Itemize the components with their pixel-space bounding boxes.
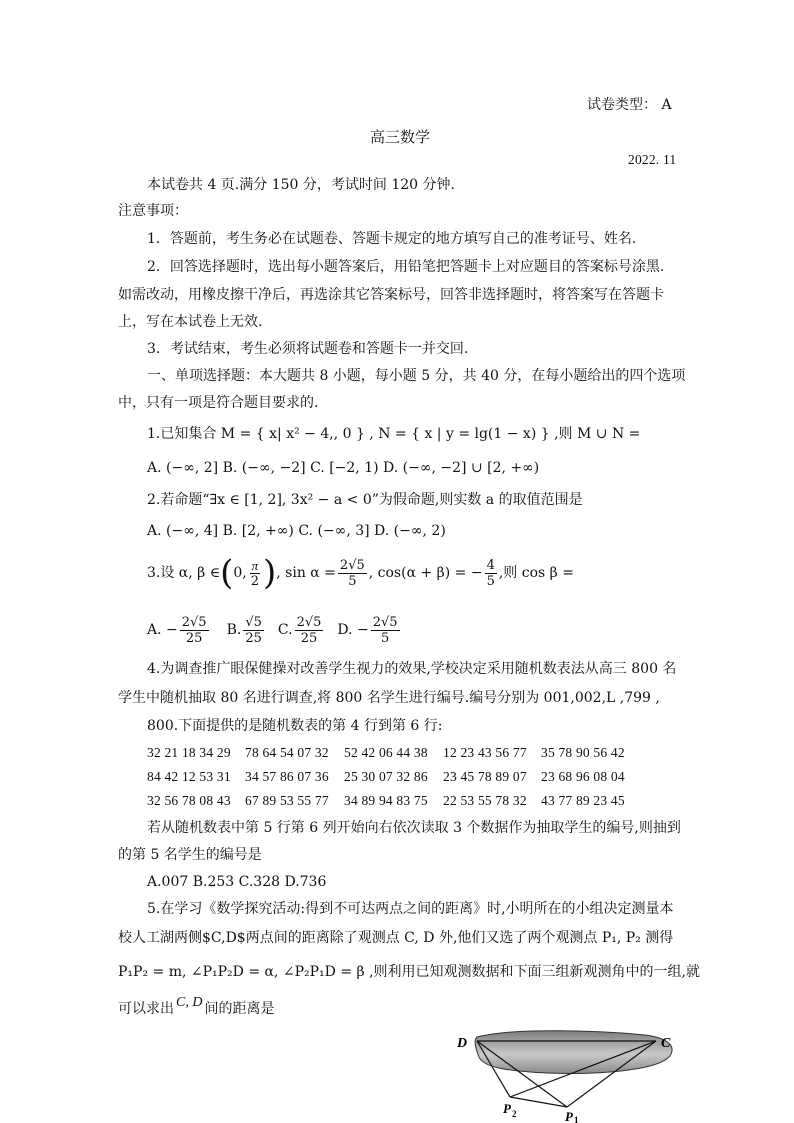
label-p1-sub: 1: [574, 1115, 579, 1123]
exam-type: 试卷类型： A: [587, 97, 672, 113]
table-cell: 84 42 12 53 31: [147, 769, 231, 784]
q3-sin-part: , sin α =: [276, 565, 336, 581]
q3-cos-part: , cos(α + β) = −: [368, 565, 483, 581]
q5-line2: 校人工湖两侧$C,D$两点间的距离除了观测点 C, D 外,他们又选了两个观测点 P₁, P₂ 测得: [118, 930, 674, 946]
segment-p1-p2: [510, 1097, 567, 1107]
exam-date: 2022. 11: [628, 152, 677, 167]
q3-cos-frac: $\frac{4}{5}$: [486, 557, 495, 589]
note-3: 3．考试结束，考生必须将试题卷和答题卡一并交回.: [147, 341, 469, 357]
q3-opt-d-label: D. −: [337, 622, 369, 638]
intro-text: 本试卷共 4 页.满分 150 分，考试时间 120 分钟.: [147, 177, 455, 193]
table-cell: 23 68 96 08 04: [541, 769, 625, 784]
q4-line5: 的第 5 名学生的编号是: [118, 847, 262, 863]
q3-paren-close: ): [262, 553, 277, 593]
note-2c: 上，写在本试卷上无效.: [118, 314, 263, 330]
q3-stem: [147, 552, 574, 594]
label-p1: P: [565, 1109, 573, 1123]
q5-line4-c: 间的距离是: [204, 1001, 275, 1017]
note-2b: 如需改动，用橡皮擦干净后，再选涂其它答案标号，回答非选择题时，将答案写在答题卡: [118, 287, 664, 303]
table-cell: 67 89 53 55 77: [245, 793, 329, 808]
q4-line4: 若从随机数表中第 5 行第 6 列开始向右依次读取 3 个数据作为抽取学生的编号,则抽到: [147, 820, 681, 836]
notes-heading: 注意事项：: [118, 203, 188, 219]
q5-line3: P₁P₂ = m, ∠P₁P₂D = α, ∠P₂P₁D = β ,则利用已知观测数据和下面三组新观测角中的一组,就: [118, 964, 700, 980]
q4-line3: 800.下面提供的是随机数表的第 4 行到第 6 行:: [147, 718, 443, 734]
table-cell: 35 78 90 56 42: [541, 745, 625, 760]
q2-stem: 2.若命题“∃x ∈ [1, 2], 3x² − a < 0”为假命题,则实数 a 的取值范围是: [147, 492, 583, 508]
q3-opt-a-frac: $\frac{2√5}{25}$: [181, 614, 207, 646]
note-1: 1．答题前，考生务必在试题卷、答题卡规定的地方填写自己的准考证号、姓名.: [147, 231, 637, 247]
q3-pi-over-2: $\frac{\pi}{2}$: [250, 557, 259, 589]
q3-options: [147, 610, 402, 650]
table-cell: 34 57 86 07 36: [245, 769, 329, 784]
lake-shape: [475, 1031, 672, 1074]
q1-options: A. (−∞, 2] B. (−∞, −2] C. [−2, 1) D. (−∞, −2] ∪ [2, +∞): [147, 460, 540, 476]
lake-figure: [455, 1027, 695, 1123]
q3-opt-a-label: A. −: [147, 622, 178, 638]
label-c: C: [661, 1036, 671, 1051]
q5-line4-cd: C, D: [176, 995, 203, 1010]
table-cell: 34 89 94 83 75: [344, 793, 428, 808]
table-cell: 78 64 54 07 32: [245, 745, 329, 760]
q3-opt-b-frac: $\frac{√5}{25}$: [245, 614, 262, 646]
q3-opt-c-label: C.: [277, 622, 293, 638]
q3-paren-open: (: [220, 553, 234, 593]
table-cell: 23 45 78 89 07: [443, 769, 527, 784]
table-cell: 32 56 78 08 43: [147, 793, 231, 808]
q4-line1: 4.为调查推广眼保健操对改善学生视力的效果,学校决定采用随机数表法从高三 800 名: [147, 661, 677, 677]
page-title: 高三数学: [370, 128, 431, 146]
q4-options: A.007 B.253 C.328 D.736: [147, 874, 327, 890]
table-cell: 25 30 07 32 86: [344, 769, 428, 784]
q3-opt-c-frac: $\frac{2√5}{25}$: [296, 614, 322, 646]
q5-line4: [118, 995, 275, 1020]
table-cell: 52 42 06 44 38: [344, 745, 428, 760]
q3-opt-b-label: B.: [226, 622, 242, 638]
q2-options: A. (−∞, 4] B. [2, +∞) C. (−∞, 3] D. (−∞, 2): [147, 523, 446, 539]
q1-stem: 1.已知集合 M = { x| x² − 4,, 0 } , N = { x | y = lg(1 − x) } ,则 M ∪ N =: [147, 426, 641, 442]
q5-line4-a: 可以求出: [118, 1001, 174, 1017]
q3-interval-left: 0,: [233, 565, 247, 581]
table-cell: 43 77 89 23 45: [541, 793, 625, 808]
section1-line1: 一、单项选择题：本大题共 8 小题，每小题 5 分，共 40 分，在每小题给出的四个选项: [147, 368, 686, 384]
q5-line1: 5.在学习《数学探究活动:得到不可达两点之间的距离》时,小明所在的小组决定测量本: [147, 901, 674, 917]
table-cell: 22 53 55 78 32: [443, 793, 527, 808]
label-p2: P: [503, 1101, 511, 1116]
q3-sin-frac: $\frac{2√5}{5}$: [339, 557, 365, 589]
q3-opt-d-frac: $\frac{2√5}{5}$: [372, 614, 398, 646]
table-cell: 12 23 43 56 77: [443, 745, 527, 760]
label-p2-sub: 2: [512, 1109, 517, 1119]
table-cell: 32 21 18 34 29: [147, 745, 231, 760]
q3-suffix: ,则 cos β =: [498, 565, 574, 581]
label-d: D: [457, 1036, 468, 1051]
q3-prefix: 3.设 α, β ∈: [147, 565, 221, 581]
q4-line2: 学生中随机抽取 80 名进行调查,将 800 名学生进行编号.编号分别为 001,002,L ,799 ,: [118, 690, 660, 706]
section1-line2: 中，只有一项是符合题目要求的.: [118, 395, 319, 411]
note-2a: 2．回答选择题时，选出每小题答案后，用铅笔把答题卡上对应题目的答案标号涂黑.: [147, 259, 665, 275]
